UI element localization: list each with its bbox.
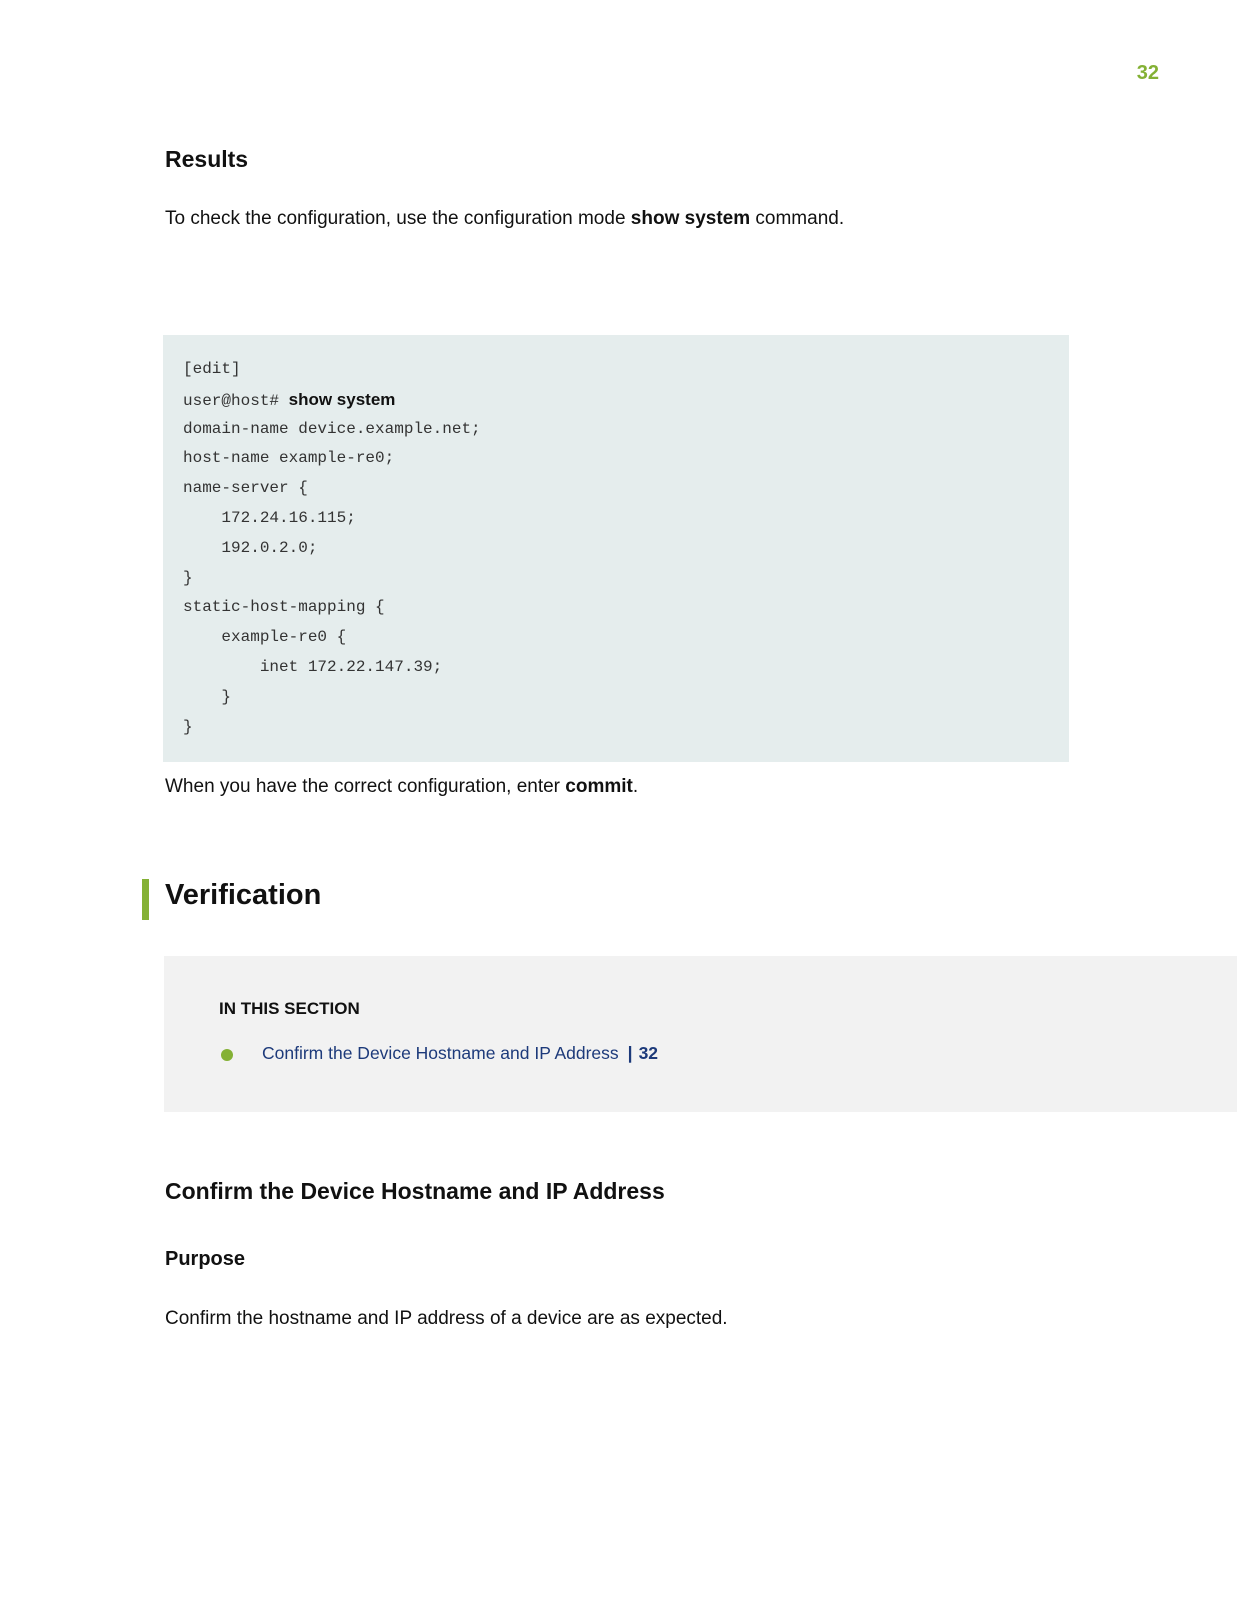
commit-bold: commit xyxy=(565,776,633,797)
code-line: static-host-mapping { xyxy=(183,598,385,617)
bullet-icon xyxy=(221,1049,233,1061)
commit-paragraph xyxy=(165,776,638,798)
results-paragraph xyxy=(165,208,844,230)
code-line: 172.24.16.115; xyxy=(183,508,356,527)
code-line: host-name example-re0; xyxy=(183,449,395,468)
code-line-prompt xyxy=(183,385,481,415)
code-line: name-server { xyxy=(183,479,308,498)
heading-accent-bar xyxy=(142,879,149,920)
verification-heading: Verification xyxy=(165,879,322,911)
toc-link-confirm-hostname[interactable] xyxy=(262,1043,658,1064)
purpose-text: Confirm the hostname and IP address of a device are as expected. xyxy=(165,1308,728,1329)
results-text-before: To check the configuration, use the configuration mode xyxy=(165,208,631,229)
code-command: show system xyxy=(288,389,396,409)
code-line-edit: [edit] xyxy=(183,360,241,378)
code-lines xyxy=(183,355,481,742)
purpose-heading: Purpose xyxy=(165,1248,246,1270)
code-line: example-re0 { xyxy=(183,628,347,647)
code-line: } xyxy=(183,717,193,736)
toc-link-label: Confirm the Device Hostname and IP Address xyxy=(262,1043,619,1063)
code-block xyxy=(163,335,1069,762)
page-number: 32 xyxy=(1136,62,1159,84)
code-line: } xyxy=(183,568,193,587)
code-prompt: user@host# xyxy=(183,391,289,410)
toc-page-number: 32 xyxy=(638,1043,659,1063)
commit-text-after: . xyxy=(632,776,639,797)
toc-separator: | xyxy=(627,1043,633,1063)
in-this-section-box xyxy=(164,956,1237,1112)
results-heading: Results xyxy=(165,146,249,172)
code-line: } xyxy=(183,687,232,706)
code-line: 192.0.2.0; xyxy=(183,538,318,557)
commit-text-before: When you have the correct configuration, enter xyxy=(165,776,566,797)
confirm-heading: Confirm the Device Hostname and IP Address xyxy=(165,1178,665,1204)
code-line: inet 172.22.147.39; xyxy=(183,657,443,676)
results-command-bold: show system xyxy=(630,208,751,229)
in-this-section-label: IN THIS SECTION xyxy=(219,999,360,1018)
code-line: domain-name device.example.net; xyxy=(183,419,481,438)
results-text-after: command. xyxy=(750,208,845,229)
